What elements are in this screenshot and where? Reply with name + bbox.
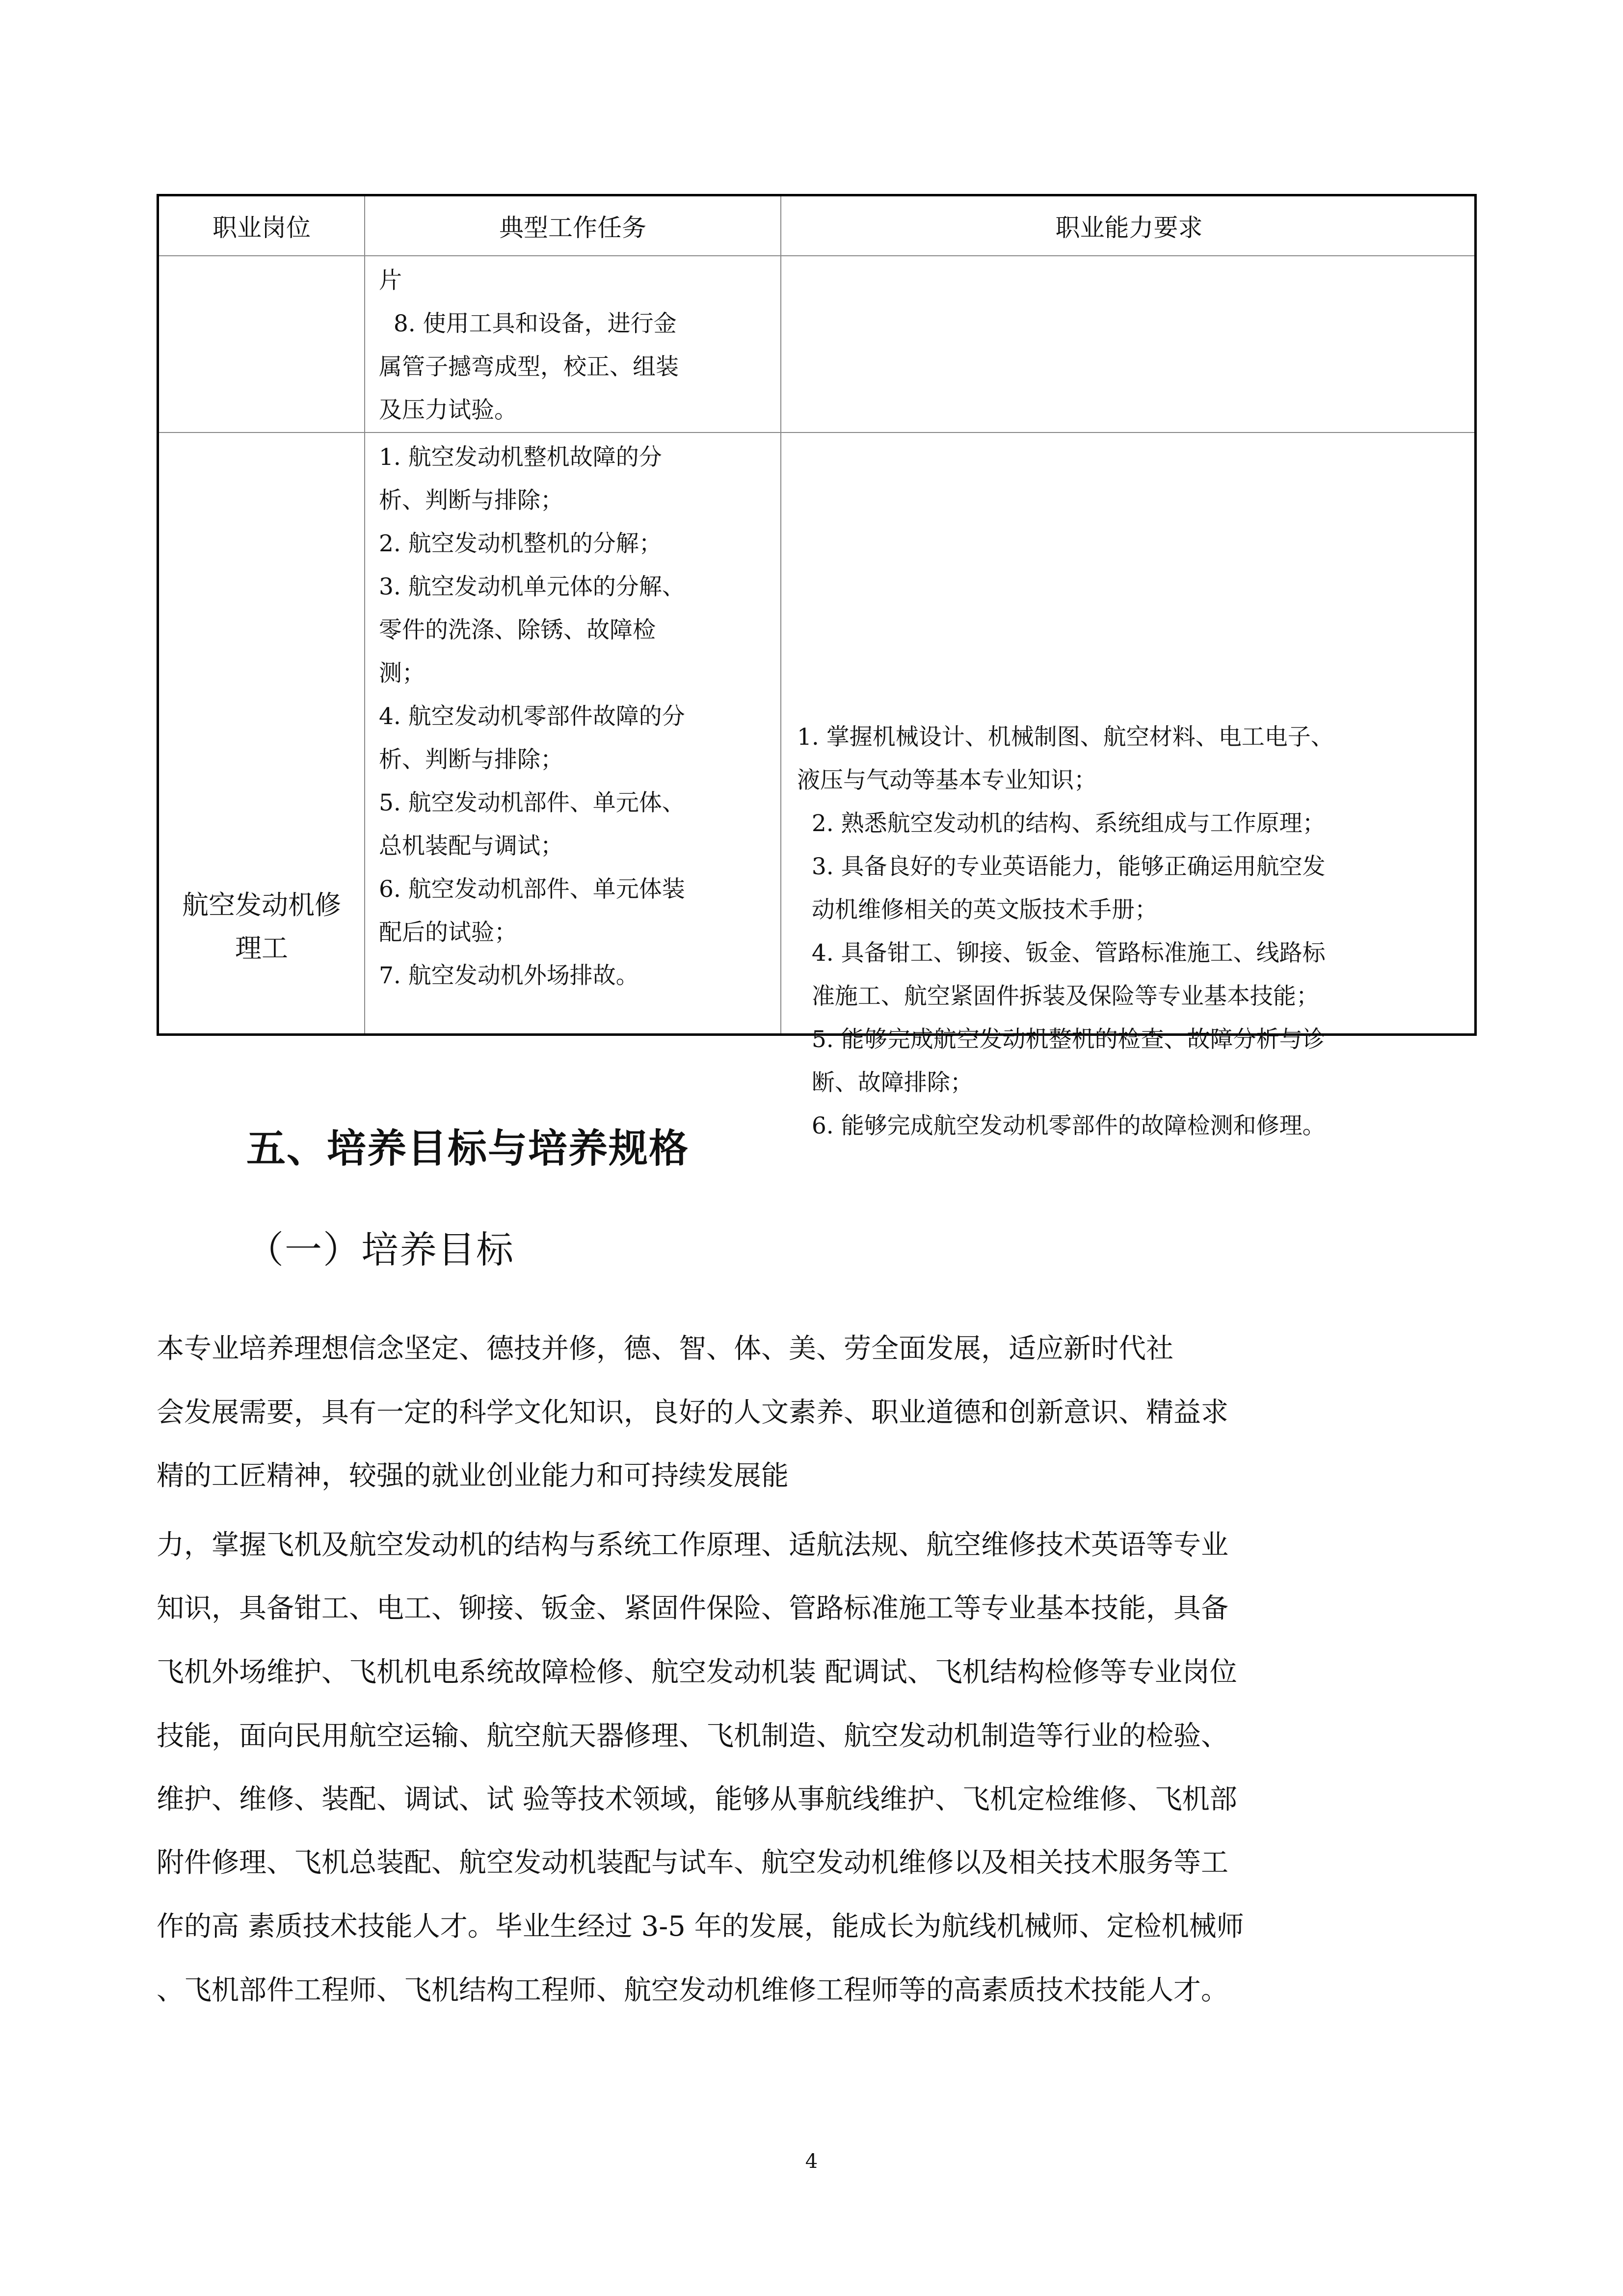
table-cell-job-title: 航空发动机修 理工 xyxy=(182,890,341,964)
section-title: 五、培养目标与培养规格 xyxy=(246,1126,689,1171)
table-row-divider xyxy=(159,432,1474,433)
subsection-title: （一）培养目标 xyxy=(246,1228,514,1271)
paragraph-line: 知识，具备钳工、电工、铆接、钣金、紧固件保险、管路标准施工等专业基本技能，具备 xyxy=(157,1593,1228,1624)
table-cell-continued-tasks: 片 8. 使用工具和设备，进行金 属管子撼弯成型，校正、组装 及压力试验。 xyxy=(379,267,679,424)
paragraph-line: 附件修理、飞机总装配、航空发动机装配与试车、航空发动机维修以及相关技术服务等工 xyxy=(157,1847,1228,1879)
paragraph-line: 作的高 素质技术技能人才。毕业生经过 3-5 年的发展，能成长为航线机械师、定检机械师 xyxy=(157,1911,1244,1943)
table-column-divider xyxy=(364,196,365,1033)
paragraph-line: 、飞机部件工程师、飞机结构工程师、航空发动机维修工程师等的高素质技术技能人才。 xyxy=(157,1974,1228,2006)
table-cell-abilities: 1. 掌握机械设计、机械制图、航空材料、电工电子、 液压与气动等基本专业知识； 2. 熟悉航空发动机的结构、系统组成与工作原理； 3. 具备良好的专业英语能力，能够正确运用航空发 动机维修相关的英文版技术手册； 4. 具备钳工、铆接、钣金、管路标准施工、线路标 准施工、航空紧固件拆装及保险等专业基本技能； 5. 能够完成航空发动机整机的检查、故障分析与诊 断、故障排除； 6. 能够完成航空发动机零部件的故障检测和修理。 xyxy=(797,724,1334,1139)
table-row-divider xyxy=(159,255,1474,256)
paragraph-line: 飞机外场维护、飞机机电系统故障检修、航空发动机装 配调试、飞机结构检修等专业岗位 xyxy=(157,1656,1237,1688)
paragraph-line: 力，掌握飞机及航空发动机的结构与系统工作原理、适航法规、航空维修技术英语等专业 xyxy=(157,1529,1228,1561)
paragraph-line: 会发展需要，具有一定的科学文化知识，良好的人文素养、职业道德和创新意识、精益求 xyxy=(157,1397,1228,1429)
page-number: 4 xyxy=(805,2150,818,2173)
paragraph-line: 维护、维修、装配、调试、试 验等技术领域，能够从事航线维护、飞机定检维修、飞机部 xyxy=(157,1783,1237,1815)
paragraph-line: 本专业培养理想信念坚定、德技并修，德、智、体、美、劳全面发展，适应新时代社 xyxy=(157,1333,1173,1365)
table-cell-tasks: 1. 航空发动机整机故障的分 析、判断与排除； 2. 航空发动机整机的分解； 3. 航空发动机单元体的分解、 零件的洗涤、除锈、故障检 测； 4. 航空发动机零部件故障的分 析、判断与排除； 5. 航空发动机部件、单元体、 总机装配与调试； 6. 航空发动机部件、单元体装 配后的试验； 7. 航空发动机外场排故。 xyxy=(379,444,685,989)
table-column-divider xyxy=(780,196,781,1033)
paragraph-line: 技能，面向民用航空运输、航空航天器修理、飞机制造、航空发动机制造等行业的检验、 xyxy=(157,1720,1228,1752)
paragraph-line: 精的工匠精神，较强的就业创业能力和可持续发展能 xyxy=(157,1460,789,1492)
table-header-position: 职业岗位 xyxy=(213,214,311,242)
table-header-tasks: 典型工作任务 xyxy=(499,214,646,242)
table-header-abilities: 职业能力要求 xyxy=(1055,214,1203,242)
occupation-table xyxy=(157,194,1477,1139)
